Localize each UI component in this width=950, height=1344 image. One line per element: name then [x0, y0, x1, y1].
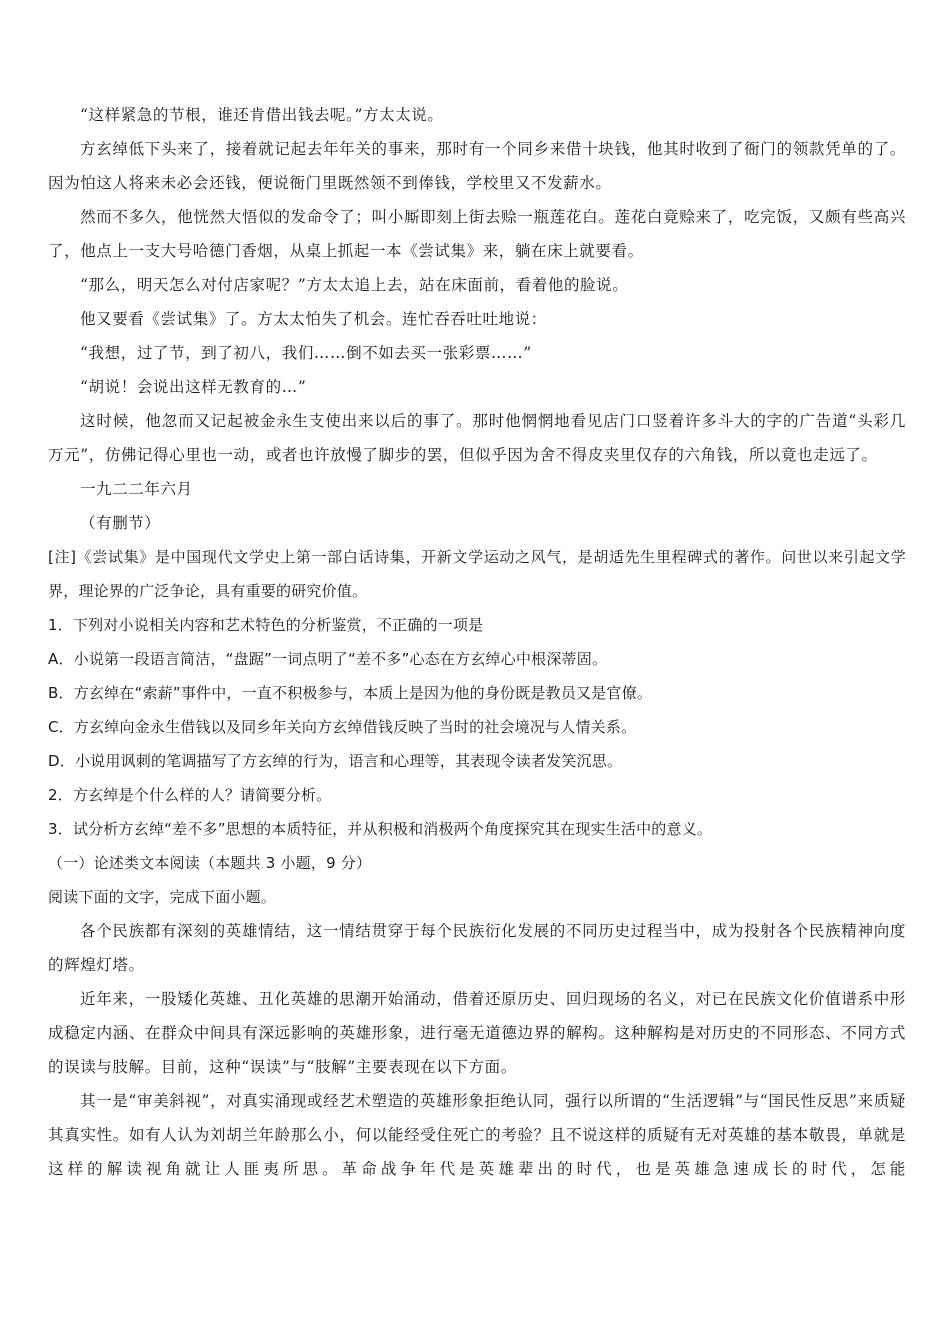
option-a: A．小说第一段语言简洁，“盘踞”一词点明了“差不多”心态在方玄绰心中根深蒂固。	[48, 650, 608, 668]
story-paragraph: 他又要看《尝试集》了。方太太怕失了机会。连忙吞吞吐吐地说：	[80, 310, 547, 328]
question-1: 1．下列对小说相关内容和艺术特色的分析鉴赏，不正确的一项是	[48, 616, 484, 634]
story-date: 一九二二年六月	[80, 480, 193, 498]
story-paragraph: “我想，过了节，到了初八，我们……倒不如去买一张彩票……”	[80, 344, 532, 362]
annotation-note: [注]《尝试集》是中国现代文学史上第一部白话诗集，开新文学运动之风气，是胡适先生里程碑式的著作。问世以来引起文学界，理论界的广泛争论，具有重要的研究价值。	[48, 548, 906, 600]
story-paragraph: “那么，明天怎么对付店家呢？”方太太追上去，站在床面前，看着他的脸说。	[80, 276, 629, 294]
story-abridged-note: （有删节）	[80, 514, 161, 532]
question-3: 3．试分析方玄绰“差不多”思想的本质特征，并从积极和消极两个角度探究其在现实生活中的意义。	[48, 820, 713, 838]
story-paragraph: 方玄绰低下头来了，接着就记起去年年关的事来，那时有一个同乡来借十块钱，他其时收到了衙门的领款凭单的了。因为怕这人将来未必会还钱，便说衙门里既然领不到俸钱，学校里又不发薪水。	[48, 140, 906, 192]
story-paragraph: “这样紧急的节根，谁还肯借出钱去呢。”方太太说。	[80, 106, 444, 124]
option-c: C．方玄绰向金永生借钱以及同乡年关向方玄绰借钱反映了当时的社会境况与人情关系。	[48, 718, 637, 736]
story-paragraph: 然而不多久，他恍然大悟似的发命令了；叫小厮即刻上街去赊一瓶莲花白。莲花白竟赊来了，吃完饭，又颇有些高兴了，他点上一支大号哈德门香烟，从桌上抓起一本《尝试集》来，躺在床上就要看。	[48, 208, 906, 260]
option-d: D．小说用讽刺的笔调描写了方玄绰的行为，语言和心理等，其表现令读者发笑沉思。	[48, 752, 623, 770]
document-page	[48, 98, 906, 1186]
essay-paragraph: 近年来，一股矮化英雄、丑化英雄的思潮开始涌动，借着还原历史、回归现场的名义，对已在民族文化价值谱系中形成稳定内涵、在群众中间具有深远影响的英雄形象，进行毫无道德边界的解构。这种解构是对历史的不同形态、不同方式的误读与肢解。目前，这种“误读”与“肢解”主要表现在以下方面。	[48, 990, 906, 1076]
section-instruction: 阅读下面的文字，完成下面小题。	[48, 888, 277, 906]
option-b: B．方玄绰在“索薪”事件中，一直不积极参与，本质上是因为他的身份既是教员又是官僚。	[48, 684, 653, 702]
story-paragraph: 这时候，他忽而又记起被金永生支使出来以后的事了。那时他惘惘地看见店门口竖着许多斗大的字的广告道“头彩几万元”，仿佛记得心里也一动，或者也许放慢了脚步的罢，但似乎因为舍不得皮夹里仅存的六角钱，所以竟也走远了。	[48, 412, 906, 464]
question-2: 2．方玄绰是个什么样的人？请简要分析。	[48, 786, 332, 804]
essay-paragraph: 其一是“审美斜视”，对真实涌现或经艺术塑造的英雄形象拒绝认同，强行以所谓的“生活逻辑”与“国民性反思”来质疑其真实性。如有人认为刘胡兰年龄那么小，何以能经受住死亡的考验？且不说这样的质疑有无对英雄的基本敬畏，单就是这样的解读视角就让人匪夷所思。革命战争年代是英雄辈出的时代，也是英雄急速成长的时代，怎能	[48, 1092, 906, 1178]
essay-paragraph: 各个民族都有深刻的英雄情结，这一情结贯穿于每个民族衍化发展的不同历史过程当中，成为投射各个民族精神向度的辉煌灯塔。	[48, 922, 906, 974]
story-paragraph: “胡说！会说出这样无教育的…”	[80, 378, 307, 396]
section-heading: （一）论述类文本阅读（本题共 3 小题，9 分）	[48, 854, 372, 872]
